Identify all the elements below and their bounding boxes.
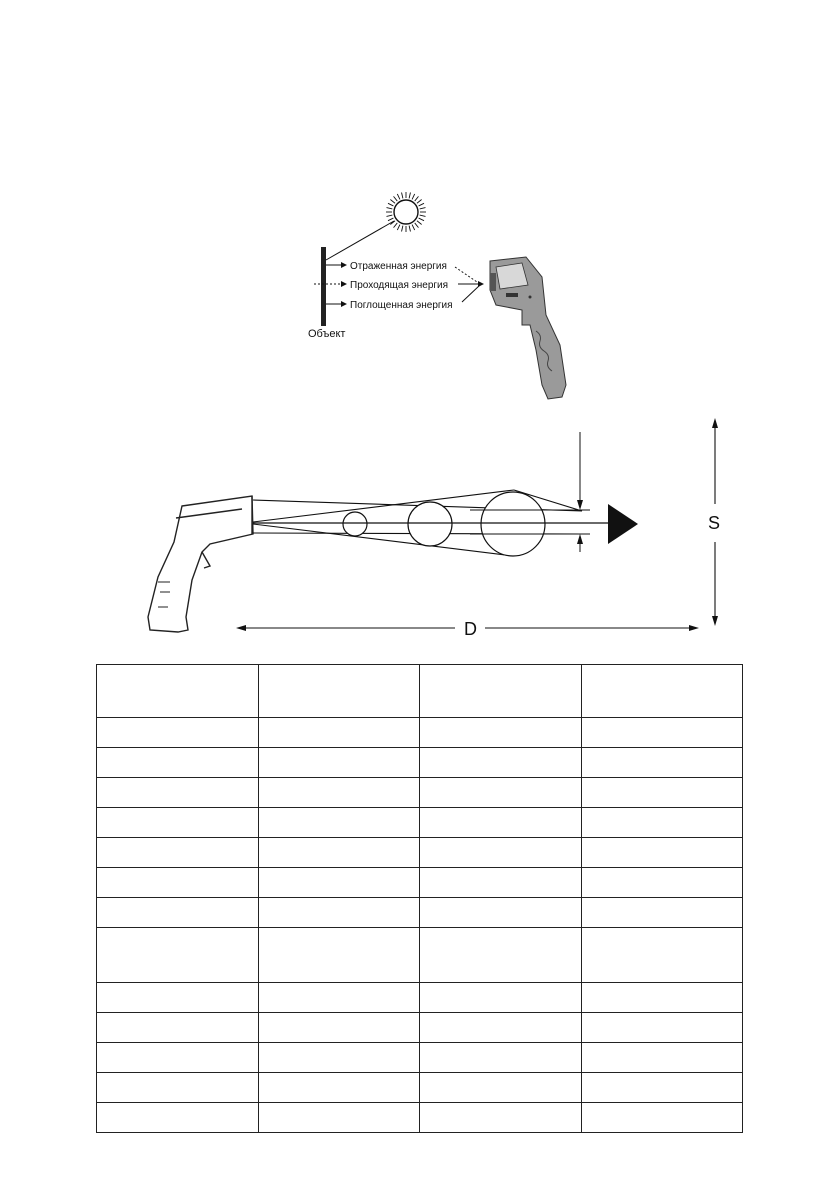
spot-circle-mid xyxy=(408,502,452,546)
table-row xyxy=(97,665,743,718)
table-cell xyxy=(258,1073,420,1103)
ir-thermometer-icon xyxy=(490,257,566,399)
sun-ray xyxy=(409,193,410,199)
table-row xyxy=(97,868,743,898)
sun-ray xyxy=(417,221,422,225)
table-cell xyxy=(420,748,582,778)
sun-ray xyxy=(419,218,424,221)
table-row xyxy=(97,778,743,808)
table-cell xyxy=(420,718,582,748)
table-row xyxy=(97,838,743,868)
reflected-label: Отраженная энергия xyxy=(350,261,447,272)
transmitted-label: Проходящая энергия xyxy=(350,280,449,291)
table-cell xyxy=(581,1013,743,1043)
table-cell xyxy=(581,778,743,808)
table-cell xyxy=(420,898,582,928)
table-cell xyxy=(97,898,259,928)
table-cell xyxy=(581,1073,743,1103)
table-cell xyxy=(420,1073,582,1103)
table-cell xyxy=(258,928,420,983)
table-cell xyxy=(581,868,743,898)
table-cell xyxy=(420,1013,582,1043)
object-label: Объект xyxy=(308,328,346,340)
sun-ray xyxy=(388,218,393,221)
table-cell xyxy=(420,983,582,1013)
table-cell xyxy=(258,718,420,748)
sun-ray xyxy=(394,196,398,201)
table-cell xyxy=(581,1103,743,1133)
sun-ray xyxy=(415,223,419,228)
spot-size-label: S xyxy=(708,513,721,533)
table-row xyxy=(97,1013,743,1043)
sun-ray-line xyxy=(326,221,394,260)
table-cell xyxy=(258,808,420,838)
table-cell xyxy=(581,718,743,748)
table-cell xyxy=(97,748,259,778)
table-cell xyxy=(258,898,420,928)
sun-ray xyxy=(412,194,415,199)
target-arrowhead xyxy=(608,504,638,544)
table-cell xyxy=(581,983,743,1013)
table-cell xyxy=(420,1103,582,1133)
table-cell xyxy=(258,983,420,1013)
sun-ray xyxy=(419,203,424,206)
table-cell xyxy=(97,1013,259,1043)
table-row xyxy=(97,1103,743,1133)
table-cell xyxy=(581,665,743,718)
distance-label: D xyxy=(464,619,477,639)
table-cell xyxy=(420,838,582,868)
sun-ray xyxy=(402,226,403,232)
table-cell xyxy=(258,665,420,718)
table-cell xyxy=(258,778,420,808)
table-cell xyxy=(97,983,259,1013)
table-row xyxy=(97,898,743,928)
table-row xyxy=(97,928,743,983)
table-cell xyxy=(581,748,743,778)
table-cell xyxy=(97,808,259,838)
energy-components-diagram xyxy=(290,185,580,415)
sun-ray xyxy=(397,194,400,199)
table-cell xyxy=(420,868,582,898)
sun-ray xyxy=(409,226,410,232)
table-row xyxy=(97,808,743,838)
table-cell xyxy=(97,868,259,898)
sun-ray xyxy=(402,193,403,199)
table-cell xyxy=(258,1013,420,1043)
table-cell xyxy=(581,928,743,983)
table-row xyxy=(97,1043,743,1073)
sun-ray xyxy=(397,225,400,230)
sun-ray xyxy=(420,208,426,209)
table-cell xyxy=(581,898,743,928)
spot-circle-near xyxy=(343,512,367,536)
sun-ray xyxy=(415,196,419,201)
table-row xyxy=(97,748,743,778)
spec-table xyxy=(96,664,743,1133)
table-cell xyxy=(97,1103,259,1133)
sun-ray xyxy=(390,200,395,204)
sun-ray xyxy=(387,208,393,209)
table-cell xyxy=(581,1043,743,1073)
table-cell xyxy=(97,1073,259,1103)
table-cell xyxy=(258,868,420,898)
table-cell xyxy=(97,1043,259,1073)
table-cell xyxy=(420,808,582,838)
table-cell xyxy=(420,778,582,808)
absorbed-label: Поглощенная энергия xyxy=(350,300,453,311)
object-surface xyxy=(321,247,326,326)
table-row xyxy=(97,718,743,748)
sun-ray xyxy=(387,215,393,216)
sun-icon xyxy=(386,192,426,232)
ir-thermometer-icon xyxy=(148,496,253,632)
sun-ray xyxy=(412,225,415,230)
table-cell xyxy=(97,838,259,868)
table-cell xyxy=(97,928,259,983)
table-row xyxy=(97,1073,743,1103)
table-cell xyxy=(97,778,259,808)
table-cell xyxy=(258,1043,420,1073)
sun-ray xyxy=(394,223,398,228)
table-cell xyxy=(581,808,743,838)
table-cell xyxy=(97,718,259,748)
table-cell xyxy=(581,838,743,868)
sun-ray xyxy=(388,203,393,206)
spec-table-body xyxy=(97,665,743,1133)
sun-ray xyxy=(420,215,426,216)
table-cell xyxy=(258,748,420,778)
spot-circle-far xyxy=(481,492,545,556)
table-row xyxy=(97,983,743,1013)
sun-ray xyxy=(417,200,422,204)
table-cell xyxy=(420,665,582,718)
table-cell xyxy=(420,928,582,983)
distance-to-spot-diagram xyxy=(130,412,740,647)
table-cell xyxy=(420,1043,582,1073)
table-cell xyxy=(258,1103,420,1133)
table-cell xyxy=(258,838,420,868)
table-cell xyxy=(97,665,259,718)
